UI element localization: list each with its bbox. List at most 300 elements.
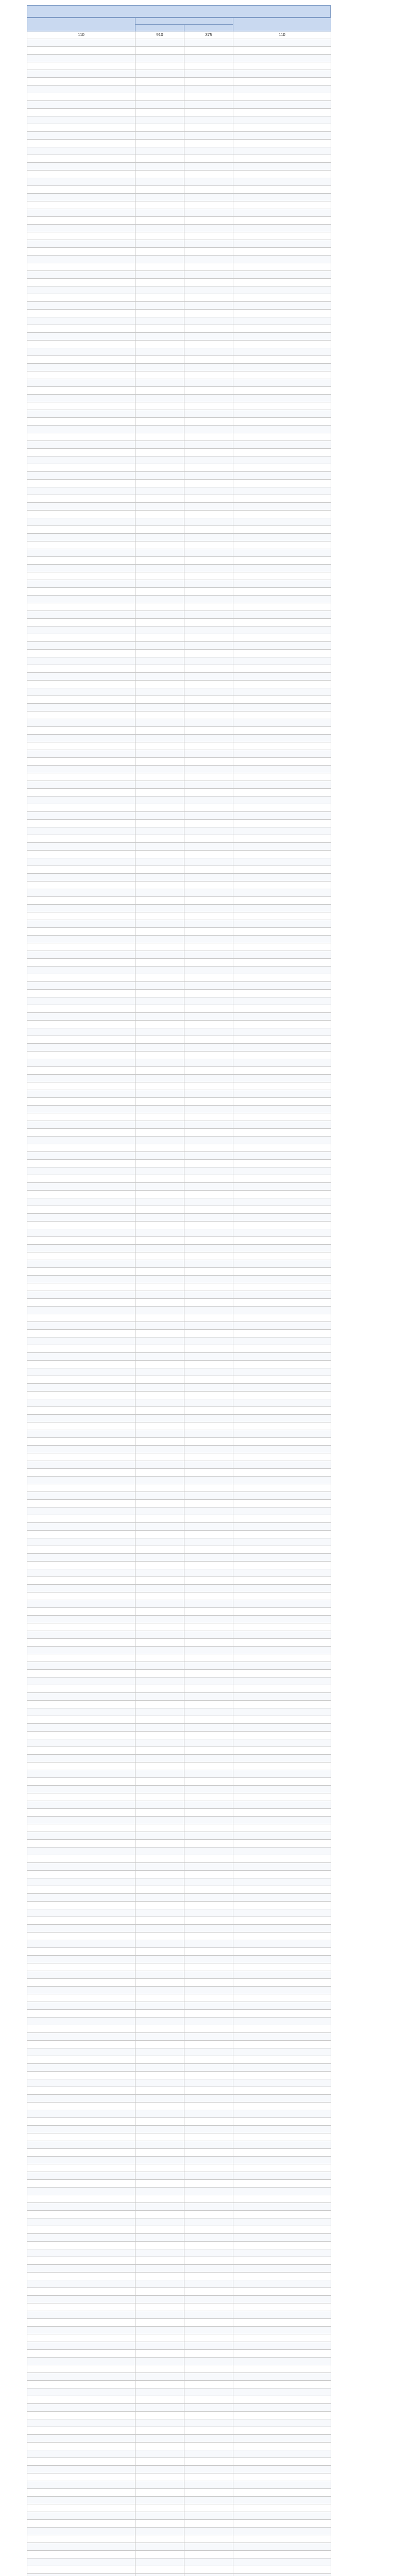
- table-cell: [233, 1206, 331, 1214]
- table-cell: [27, 472, 135, 480]
- table-cell: [135, 2303, 184, 2311]
- table-row: [27, 356, 331, 364]
- table-cell: [184, 1314, 233, 1322]
- table-cell: [184, 943, 233, 951]
- table-cell: [233, 1028, 331, 1036]
- table-cell: [27, 1453, 135, 1461]
- table-cell: [27, 1299, 135, 1307]
- table-cell: [135, 1160, 184, 1167]
- table-cell: [27, 1577, 135, 1585]
- table-cell: [27, 1886, 135, 1894]
- table-cell: [27, 178, 135, 186]
- table-row: [27, 665, 331, 673]
- table-row: [27, 773, 331, 781]
- table-row: [27, 1940, 331, 1948]
- table-row: [27, 480, 331, 487]
- table-row: [27, 1817, 331, 1824]
- table-cell: [233, 1322, 331, 1330]
- table-cell: [233, 1863, 331, 1871]
- table-cell: [135, 387, 184, 395]
- table-cell: [184, 171, 233, 178]
- table-cell: [233, 827, 331, 835]
- table-row: [27, 603, 331, 611]
- table-row: [27, 2450, 331, 2458]
- table-cell: [233, 511, 331, 518]
- table-cell: [135, 943, 184, 951]
- table-cell: [27, 1276, 135, 1283]
- table-row: [27, 626, 331, 634]
- table-cell: [233, 1144, 331, 1152]
- table-cell: [233, 2443, 331, 2450]
- table-row: [27, 2079, 331, 2087]
- table-cell: [233, 2273, 331, 2280]
- table-cell: [135, 1198, 184, 1206]
- table-cell: [135, 1461, 184, 1469]
- table-cell: [27, 1337, 135, 1345]
- table-row: [27, 1987, 331, 1994]
- table-cell: [184, 905, 233, 912]
- table-cell: [27, 1902, 135, 1909]
- table-cell: [233, 2025, 331, 2033]
- table-cell: [135, 2342, 184, 2350]
- table-cell: [184, 920, 233, 928]
- table-row: [27, 402, 331, 410]
- table-cell: [135, 1971, 184, 1979]
- table-row: [27, 1129, 331, 1137]
- table-cell: [135, 441, 184, 449]
- table-cell: [27, 1979, 135, 1987]
- table-cell: [135, 974, 184, 982]
- table-cell: [233, 1191, 331, 1198]
- table-cell: [27, 1507, 135, 1515]
- table-cell: [184, 1052, 233, 1059]
- table-cell: [135, 2319, 184, 2327]
- table-row: [27, 650, 331, 657]
- table-row: [27, 2481, 331, 2489]
- table-cell: [135, 526, 184, 534]
- table-cell: [233, 1685, 331, 1693]
- table-cell: [135, 2010, 184, 2018]
- table-row: [27, 1361, 331, 1368]
- table-row: [27, 2350, 331, 2358]
- table-cell: [135, 186, 184, 194]
- table-cell: [135, 1762, 184, 1770]
- table-cell: [184, 426, 233, 433]
- table-cell: [27, 1252, 135, 1260]
- table-cell: [233, 1616, 331, 1623]
- table-cell: [27, 2365, 135, 2373]
- table-cell: [135, 804, 184, 812]
- table-row: [27, 1113, 331, 1121]
- table-cell: [135, 534, 184, 541]
- table-cell: [184, 310, 233, 317]
- table-cell: [135, 1337, 184, 1345]
- table-cell: [27, 1592, 135, 1600]
- table-cell: [184, 634, 233, 642]
- table-row: [27, 86, 331, 93]
- table-cell: [184, 1021, 233, 1028]
- table-cell: [27, 912, 135, 920]
- table-cell: [233, 39, 331, 47]
- table-cell: [135, 2535, 184, 2543]
- table-cell: [184, 2110, 233, 2118]
- table-cell: [27, 727, 135, 735]
- table-row: [27, 812, 331, 820]
- table-cell: [184, 2412, 233, 2419]
- table-cell: [135, 1484, 184, 1492]
- table-cell: [135, 2211, 184, 2218]
- table-row: [27, 1206, 331, 1214]
- table-cell: [27, 2056, 135, 2064]
- table-cell: [184, 2535, 233, 2543]
- table-row: [27, 55, 331, 62]
- table-row: [27, 735, 331, 742]
- table-cell: [135, 2311, 184, 2319]
- table-cell: [184, 1113, 233, 1121]
- table-row: [27, 2381, 331, 2388]
- table-cell: [135, 1933, 184, 1940]
- table-cell: [233, 1052, 331, 1059]
- table-cell: [27, 1562, 135, 1569]
- table-cell: [27, 704, 135, 711]
- table-cell: [135, 518, 184, 526]
- table-row: [27, 1005, 331, 1013]
- table-cell: [27, 1438, 135, 1446]
- table-cell: [233, 194, 331, 201]
- table-row: [27, 766, 331, 773]
- table-row: [27, 2311, 331, 2319]
- table-cell: [233, 1299, 331, 1307]
- table-row: [27, 1848, 331, 1855]
- table-cell: [27, 673, 135, 681]
- table-cell: [233, 1639, 331, 1647]
- table-cell: [135, 302, 184, 310]
- table-cell: [184, 1770, 233, 1778]
- table-row: [27, 171, 331, 178]
- table-cell: [135, 317, 184, 325]
- table-cell: [184, 1840, 233, 1848]
- table-cell: [184, 2551, 233, 2558]
- table-row: [27, 781, 331, 789]
- table-cell: [233, 1708, 331, 1716]
- table-row: [27, 1855, 331, 1863]
- table-cell: [27, 232, 135, 240]
- table-cell: [27, 889, 135, 897]
- table-cell: [233, 634, 331, 642]
- table-cell: [135, 1948, 184, 1956]
- table-cell: [184, 2404, 233, 2412]
- table-row: [27, 1724, 331, 1732]
- table-cell: [184, 256, 233, 263]
- table-cell: [233, 2257, 331, 2265]
- column-header-left: [27, 18, 135, 31]
- table-cell: [184, 1005, 233, 1013]
- table-cell: [233, 124, 331, 132]
- table-cell: [184, 1971, 233, 1979]
- table-cell: [27, 858, 135, 866]
- table-cell: [233, 1732, 331, 1739]
- table-cell: [135, 2365, 184, 2373]
- table-cell: [233, 1569, 331, 1577]
- table-cell: [27, 2558, 135, 2566]
- table-cell: [27, 109, 135, 116]
- table-cell: [233, 1415, 331, 1422]
- table-cell: [135, 1492, 184, 1500]
- table-cell: [233, 2311, 331, 2319]
- table-cell: [27, 526, 135, 534]
- table-row: [27, 2466, 331, 2473]
- table-cell: [135, 665, 184, 673]
- table-cell: [233, 711, 331, 719]
- table-cell: [135, 2528, 184, 2535]
- table-cell: [27, 518, 135, 526]
- table-cell: [135, 2133, 184, 2141]
- table-cell: [184, 232, 233, 240]
- table-cell: [27, 1307, 135, 1314]
- table-cell: [27, 1971, 135, 1979]
- table-row: [27, 2064, 331, 2072]
- table-cell: [184, 2381, 233, 2388]
- table-cell: [184, 341, 233, 348]
- table-cell: [184, 688, 233, 696]
- table-cell: [184, 1160, 233, 1167]
- table-cell: [135, 773, 184, 781]
- table-cell: [27, 1987, 135, 1994]
- table-cell: [184, 1098, 233, 1106]
- table-cell: [27, 1021, 135, 1028]
- table-cell: [233, 882, 331, 889]
- table-cell: [135, 596, 184, 603]
- table-cell: [135, 2087, 184, 2095]
- table-cell: [27, 86, 135, 93]
- table-cell: [184, 1848, 233, 1855]
- table-cell: [184, 2095, 233, 2103]
- table-cell: [233, 1662, 331, 1670]
- table-row: [27, 1028, 331, 1036]
- table-cell: [27, 1739, 135, 1747]
- table-row: [27, 2273, 331, 2280]
- table-cell: [135, 1925, 184, 1933]
- table-cell: [27, 2504, 135, 2512]
- table-cell: [184, 2481, 233, 2489]
- table-cell: [184, 2319, 233, 2327]
- table-cell: [27, 572, 135, 580]
- table-cell: [233, 1840, 331, 1848]
- table-row: [27, 820, 331, 827]
- table-cell: [233, 1940, 331, 1948]
- table-cell: [27, 642, 135, 650]
- table-cell: [27, 1616, 135, 1623]
- table-cell: [135, 371, 184, 379]
- table-cell: [135, 2041, 184, 2048]
- table-cell: [184, 1075, 233, 1082]
- table-row: [27, 951, 331, 959]
- table-cell: [135, 2095, 184, 2103]
- table-cell: [135, 1515, 184, 1523]
- table-row: [27, 1052, 331, 1059]
- table-cell: [27, 2311, 135, 2319]
- table-cell: [184, 2157, 233, 2164]
- table-cell: [233, 364, 331, 371]
- table-cell: [184, 2334, 233, 2342]
- table-cell: [233, 325, 331, 333]
- table-cell: [233, 696, 331, 704]
- table-cell: [135, 124, 184, 132]
- table-row: [27, 124, 331, 132]
- table-cell: [233, 101, 331, 109]
- table-cell: [135, 796, 184, 804]
- table-cell: [135, 2489, 184, 2497]
- table-row: [27, 688, 331, 696]
- table-cell: [233, 1152, 331, 1160]
- table-cell: [135, 132, 184, 140]
- table-cell: [135, 1399, 184, 1407]
- table-row: [27, 155, 331, 163]
- table-cell: [233, 1283, 331, 1291]
- table-cell: [27, 843, 135, 851]
- table-row: [27, 1963, 331, 1971]
- table-cell: [184, 1917, 233, 1925]
- table-row: [27, 534, 331, 541]
- table-cell: [27, 1113, 135, 1121]
- table-cell: [184, 263, 233, 271]
- table-row: [27, 882, 331, 889]
- table-cell: [27, 2110, 135, 2118]
- table-cell: [27, 1098, 135, 1106]
- table-cell: [27, 1732, 135, 1739]
- table-cell: [135, 1670, 184, 1677]
- table-cell: [184, 1484, 233, 1492]
- table-cell: [27, 997, 135, 1005]
- table-row: [27, 928, 331, 936]
- table-cell: [233, 310, 331, 317]
- table-cell: [233, 1477, 331, 1484]
- table-cell: [27, 657, 135, 665]
- table-cell: [135, 1809, 184, 1817]
- table-cell: [233, 1917, 331, 1925]
- table-row: [27, 1523, 331, 1531]
- table-cell: [27, 1933, 135, 1940]
- table-cell: [27, 735, 135, 742]
- table-cell: [27, 920, 135, 928]
- table-row: [27, 1252, 331, 1260]
- table-cell: [184, 959, 233, 967]
- table-cell: [184, 2396, 233, 2404]
- table-row: [27, 1971, 331, 1979]
- table-row: [27, 1407, 331, 1415]
- table-cell: [184, 928, 233, 936]
- table-cell: [233, 1430, 331, 1438]
- table-cell: [27, 1013, 135, 1021]
- table-cell: [27, 2473, 135, 2481]
- table-cell: [27, 1469, 135, 1477]
- table-cell: [135, 2373, 184, 2381]
- table-cell: [27, 1129, 135, 1137]
- table-cell: [233, 858, 331, 866]
- table-cell: [184, 843, 233, 851]
- table-cell: [27, 882, 135, 889]
- table-cell: [233, 1160, 331, 1167]
- table-cell: [135, 310, 184, 317]
- table-cell: [233, 2535, 331, 2543]
- table-cell: [233, 2172, 331, 2180]
- table-cell: [27, 1631, 135, 1639]
- table-row: [27, 1994, 331, 2002]
- table-cell: [184, 1245, 233, 1252]
- table-cell: [135, 256, 184, 263]
- table-row: [27, 1152, 331, 1160]
- table-cell: [135, 2473, 184, 2481]
- table-cell: [184, 62, 233, 70]
- table-cell: [184, 812, 233, 820]
- table-cell: [27, 279, 135, 286]
- table-cell: [233, 2211, 331, 2218]
- table-cell: [27, 2141, 135, 2149]
- table-row: [27, 2303, 331, 2311]
- table-row: [27, 959, 331, 967]
- table-row: [27, 495, 331, 503]
- table-cell: [27, 928, 135, 936]
- table-cell: [233, 1848, 331, 1855]
- table-cell: [233, 1276, 331, 1283]
- table-cell: [233, 1067, 331, 1075]
- table-cell: [233, 1252, 331, 1260]
- table-cell: [184, 1453, 233, 1461]
- table-cell: [135, 897, 184, 905]
- table-cell: [27, 534, 135, 541]
- table-cell: [135, 1268, 184, 1276]
- table-cell: [27, 256, 135, 263]
- table-cell: [233, 1392, 331, 1399]
- table-cell: [184, 2504, 233, 2512]
- table-cell: [233, 549, 331, 557]
- table-row: [27, 1631, 331, 1639]
- table-cell: [135, 711, 184, 719]
- table-cell: [233, 2180, 331, 2188]
- table-cell: [233, 2242, 331, 2249]
- table-cell: [184, 2087, 233, 2095]
- table-cell: [184, 951, 233, 959]
- table-cell: [27, 62, 135, 70]
- table-cell: [233, 889, 331, 897]
- table-cell: [27, 1639, 135, 1647]
- table-cell: [27, 1778, 135, 1786]
- table-cell: [233, 2419, 331, 2427]
- table-cell: [184, 657, 233, 665]
- table-cell: [233, 1484, 331, 1492]
- table-cell: [233, 2412, 331, 2419]
- table-cell: [135, 1075, 184, 1082]
- table-cell: [233, 565, 331, 572]
- table-cell: [135, 1183, 184, 1191]
- table-cell: [184, 1747, 233, 1755]
- table-cell: [184, 140, 233, 147]
- table-cell: [184, 1585, 233, 1592]
- table-row: [27, 565, 331, 572]
- table-row: [27, 843, 331, 851]
- table-row: [27, 1198, 331, 1206]
- table-cell: [184, 1446, 233, 1453]
- table-cell: [233, 2226, 331, 2234]
- table-cell: [184, 2218, 233, 2226]
- table-cell: [27, 2041, 135, 2048]
- table-cell: [135, 1005, 184, 1013]
- table-cell: [135, 1677, 184, 1685]
- table-cell: [135, 1546, 184, 1554]
- table-cell: [135, 1376, 184, 1384]
- table-cell: [27, 124, 135, 132]
- table-cell: [27, 2373, 135, 2381]
